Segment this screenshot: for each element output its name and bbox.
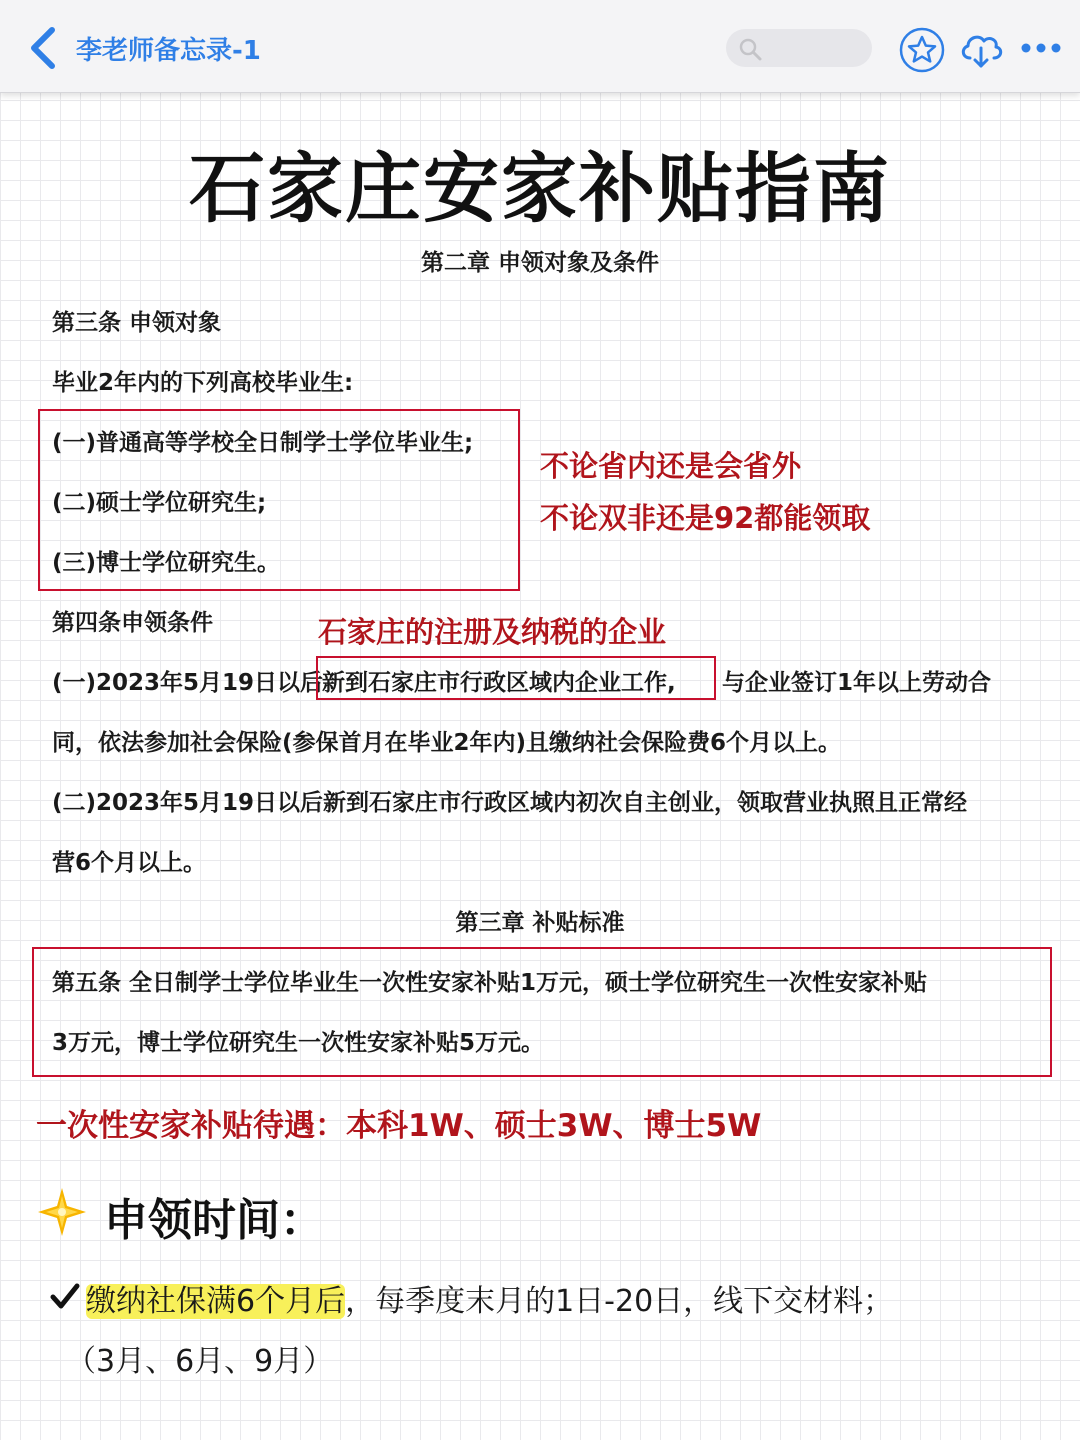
apply-months: （3月、6月、9月） xyxy=(66,1344,334,1379)
article-4-line1-highlight: 新到石家庄市行政区域内企业工作, xyxy=(322,670,676,696)
annotation-province: 不论省内还是会省外 xyxy=(540,449,802,483)
chapter-3-heading: 第三章 补贴标准 xyxy=(455,910,625,936)
cloud-download-icon[interactable] xyxy=(958,28,1004,70)
chapter-2-heading: 第二章 申领对象及条件 xyxy=(420,250,659,276)
highlighted-condition: 缴纳社保满6个月后 xyxy=(86,1284,346,1319)
article-4-line4: 营6个月以上。 xyxy=(52,850,207,876)
checkmark-icon xyxy=(50,1282,80,1310)
annotation-subsidy-summary: 一次性安家补贴待遇：本科1W、硕士3W、博士5W xyxy=(36,1108,762,1144)
article-4-line1-end: 与企业签订1年以上劳动合 xyxy=(722,670,992,696)
back-chevron-icon[interactable] xyxy=(26,26,60,70)
search-input[interactable] xyxy=(726,29,872,67)
eligibility-item: (一)普通高等学校全日制学士学位毕业生; xyxy=(52,430,474,456)
article-5-line2: 3万元，博士学位研究生一次性安家补贴5万元。 xyxy=(52,1030,545,1056)
more-icon[interactable] xyxy=(1020,38,1062,58)
note-title[interactable]: 李老师备忘录-1 xyxy=(76,36,261,66)
article-3-title: 第三条 申领对象 xyxy=(52,310,222,336)
sparkle-star-icon xyxy=(36,1186,88,1238)
article-3-intro: 毕业2年内的下列高校毕业生: xyxy=(52,370,354,396)
top-nav-bar xyxy=(0,0,1080,93)
annotation-university: 不论双非还是92都能领取 xyxy=(540,501,871,535)
search-icon xyxy=(738,37,762,61)
document-title: 石家庄安家补贴指南 xyxy=(189,144,891,233)
article-4-line2: 同，依法参加社会保险(参保首月在毕业2年内)且缴纳社会保险费6个月以上。 xyxy=(52,730,842,756)
apply-time-text xyxy=(86,1276,893,1320)
article-4-line1-start: (一)2023年5月19日以后 xyxy=(52,670,324,696)
annotation-enterprise: 石家庄的注册及纳税的企业 xyxy=(318,615,667,649)
eligibility-item: (三)博士学位研究生。 xyxy=(52,550,281,576)
article-5-line1: 第五条 全日制学士学位毕业生一次性安家补贴1万元，硕士学位研究生一次性安家补贴 xyxy=(52,970,928,996)
apply-time-detail: ，每季度末月的1日-20日，线下交材料； xyxy=(345,1284,894,1319)
article-4-line3: (二)2023年5月19日以后新到石家庄市行政区域内初次自主创业，领取营业执照且正常经 xyxy=(52,790,968,816)
eligibility-item: (二)硕士学位研究生; xyxy=(52,490,267,516)
article-4-title: 第四条申领条件 xyxy=(52,610,213,636)
apply-time-heading: 申领时间： xyxy=(104,1195,324,1246)
star-icon[interactable] xyxy=(899,27,945,73)
